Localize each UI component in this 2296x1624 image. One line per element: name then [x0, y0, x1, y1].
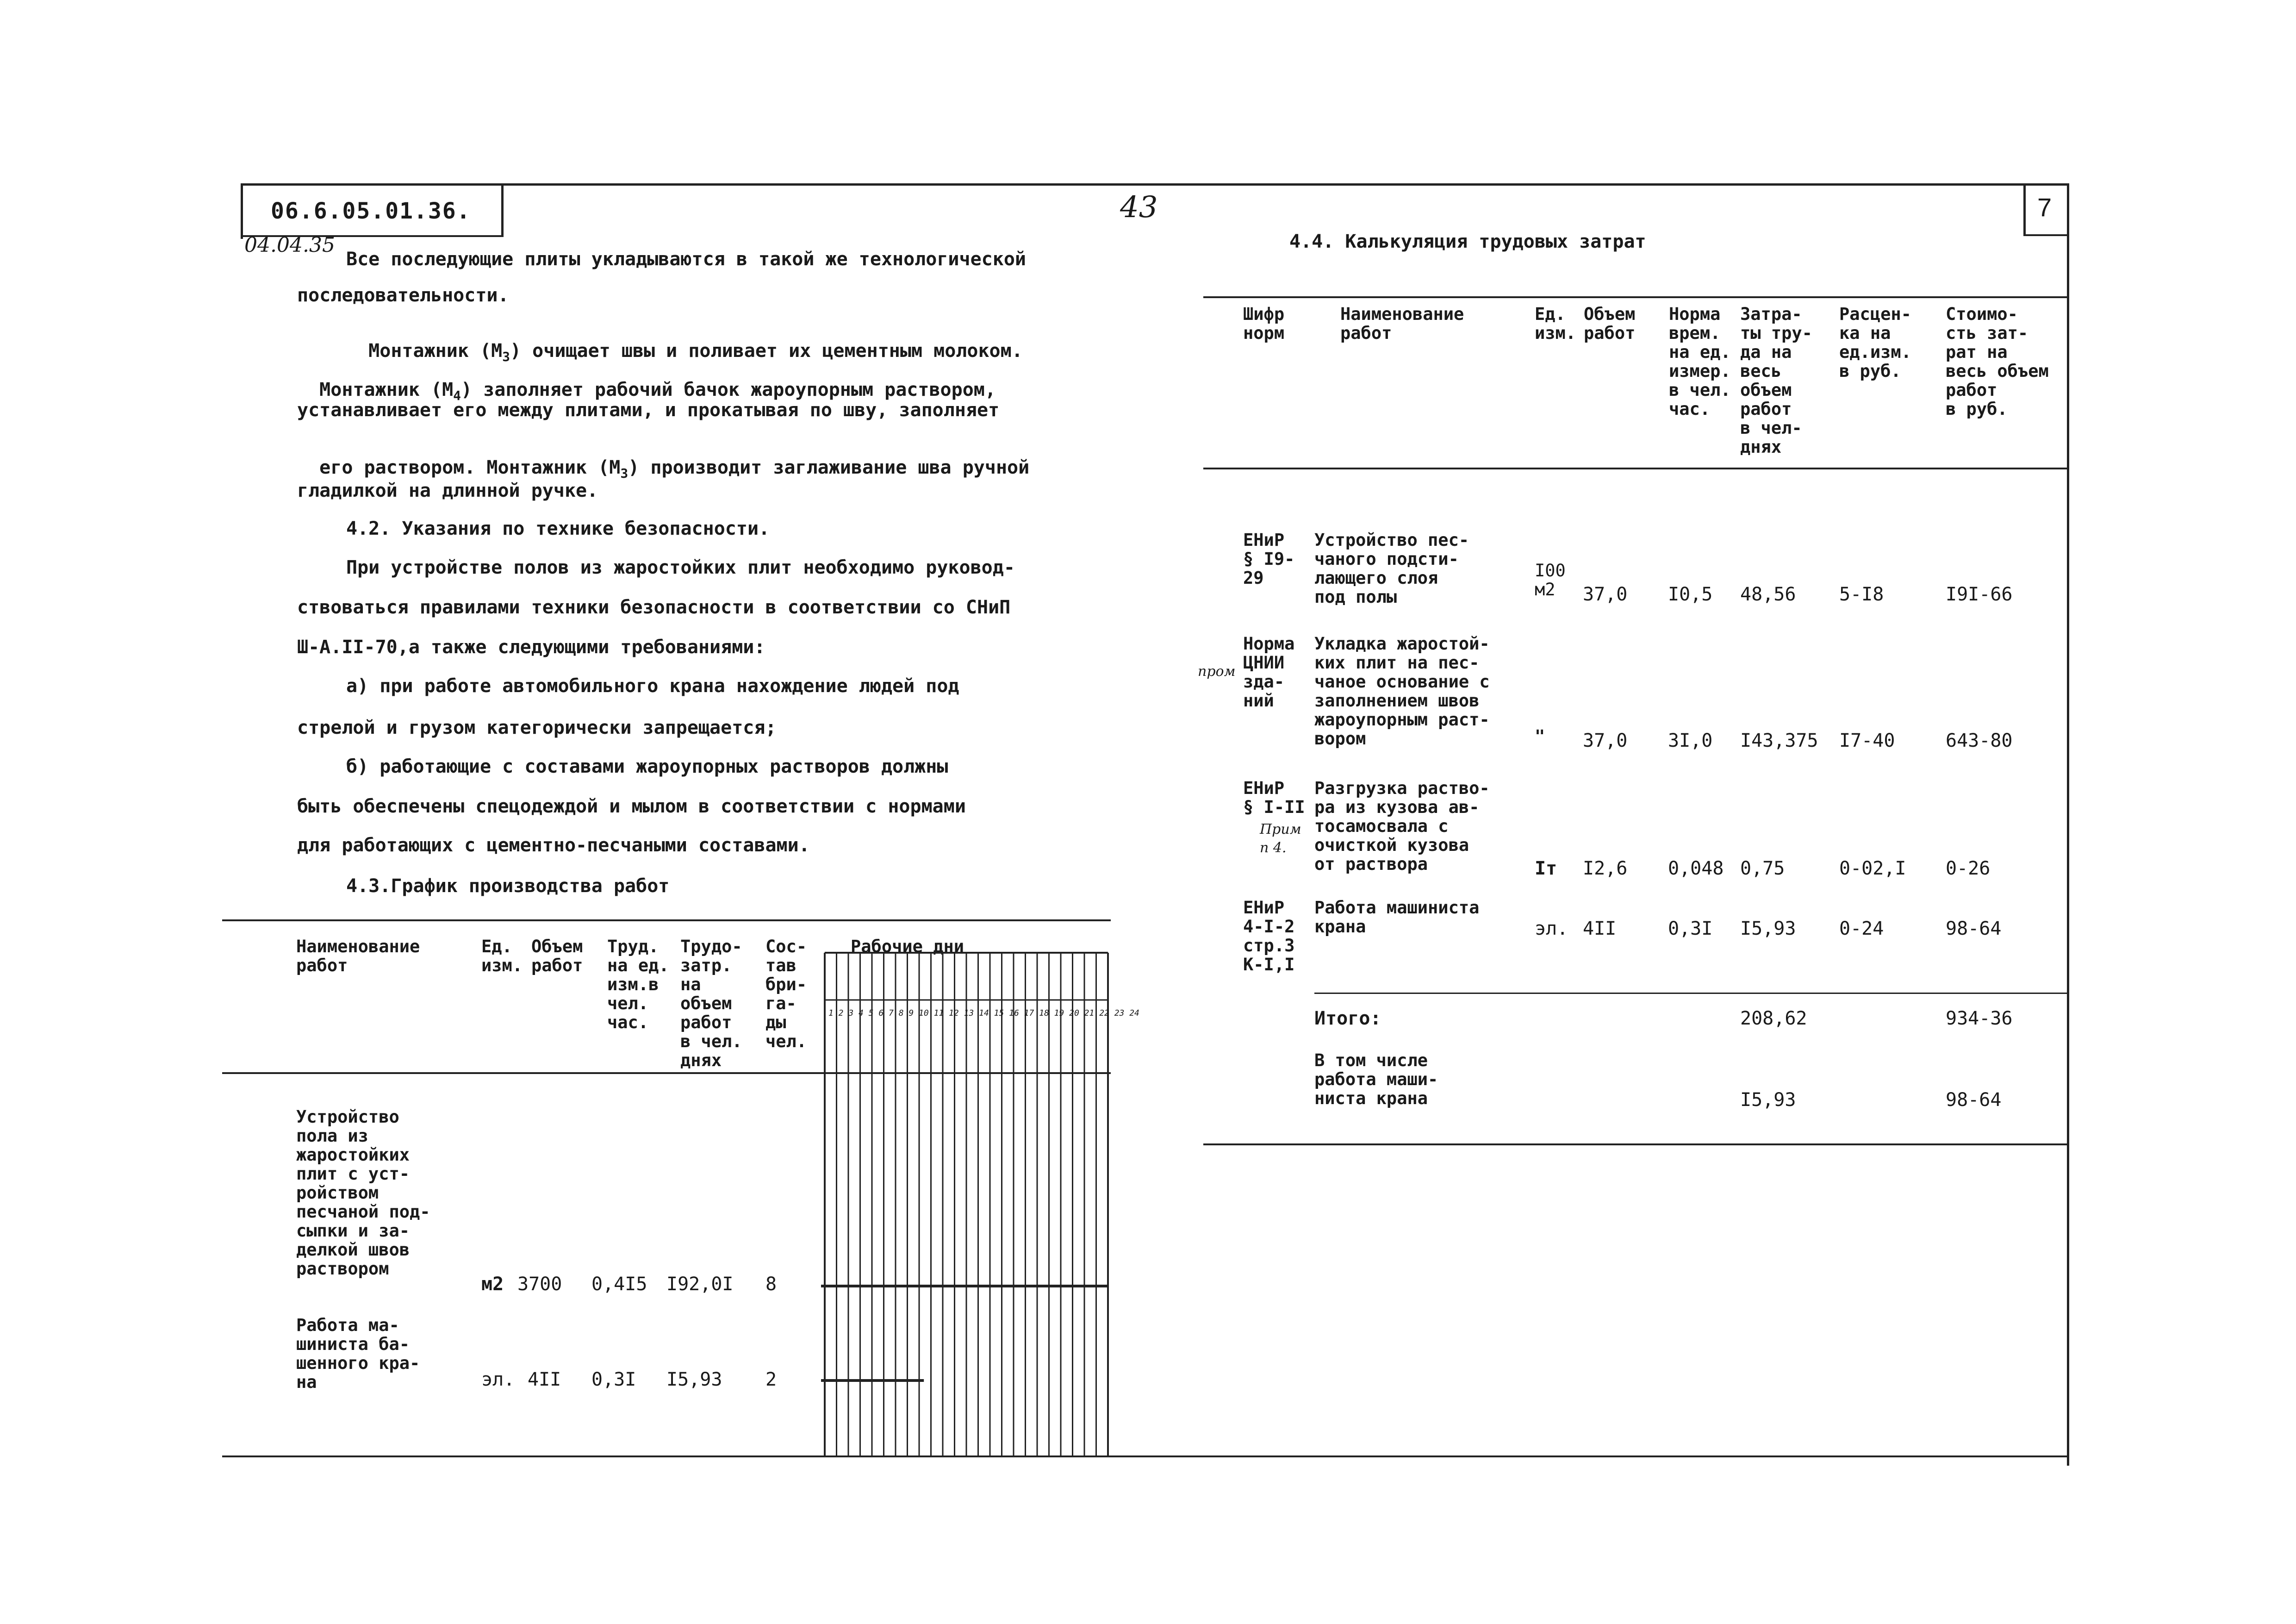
calc-row-code-note: Прим п 4. [1260, 821, 1301, 856]
paragraph-line: Ш-А.II-70,а также следующими требованиями: [297, 637, 765, 658]
section-title-4-4: 4.4. Калькуляция трудовых затрат [1289, 231, 1646, 252]
paragraph-line: последовательности. [297, 285, 509, 306]
calc-row-labor: I5,93 [1740, 918, 1796, 939]
schedule-header-name: Наименование работ [296, 937, 420, 975]
calc-row-unit: I00 м2 [1535, 561, 1566, 600]
calc-row-volume: 37,0 [1583, 730, 1628, 751]
schedule-header-volume: Объем работ [531, 937, 583, 975]
schedule-header-crew: Сос- тав бри- га- ды чел. [765, 937, 807, 1051]
calc-header-bottom-line [1203, 468, 2069, 469]
calc-row-cost: 0-26 [1946, 858, 1991, 879]
calc-incl-label: В том числе работа маши- ниста крана [1314, 1050, 1438, 1108]
calc-top-line [1203, 296, 2069, 298]
sheet-box-left-line [2023, 183, 2026, 235]
paragraph-line: а) при работе автомобильного крана нахождение людей под [346, 675, 959, 697]
calc-row-name: Устройство пес- чаного подсти- лающего слоя под полы [1314, 530, 1469, 607]
calc-row-name: Укладка жаростой- ких плит на пес- чаное основание с заполнением швов жароупорным раст- вором [1314, 634, 1490, 749]
calc-header-unit: Ед. изм. [1535, 304, 1576, 343]
calc-header-name: Наименование работ [1340, 304, 1464, 343]
frame-bottom-line [222, 1455, 2069, 1457]
paragraph-line: ствоваться правилами техники безопасности в соответствии со СНиП [297, 597, 1011, 618]
calc-incl-labor: I5,93 [1740, 1089, 1796, 1111]
code-box-right-line [501, 183, 504, 237]
sheet-box-right-line [2067, 183, 2069, 1466]
calc-row-norm: 0,048 [1668, 858, 1724, 879]
calc-row-rate: 0-24 [1839, 918, 1884, 939]
section-heading-4-3: 4.3.График производства работ [346, 875, 670, 897]
calc-row-code: ЕНиР 4-I-2 стр.3 К-I,I [1243, 898, 1295, 974]
calc-bottom-line [1203, 1143, 2069, 1145]
calc-total-label: Итого: [1314, 1008, 1381, 1029]
calc-header-norm: Норма врем. на ед. измер. в чел. час. [1669, 304, 1731, 419]
frame-left-line [241, 183, 243, 239]
calc-row-code: ЕНиР § I-II [1243, 778, 1305, 817]
calc-row-cost: I9I-66 [1946, 584, 2013, 605]
paragraph-line-mounter-4: Монтажник $(М_4)$ заполняет рабочий бачок жароупорным раствором, [319, 379, 996, 403]
calc-total-labor: 208,62 [1740, 1008, 1807, 1029]
paragraph-line-mounter-3b: его раствором. Монтажник $(М_3)$ производит заглаживание шва ручной [319, 457, 1030, 481]
paragraph-line: При устройстве полов из жаростойких плит необходимо руковод- [346, 557, 1015, 578]
schedule-row-unit: эл. [481, 1369, 515, 1390]
paragraph-line: для работающих с цементно-песчаными составами. [297, 835, 810, 856]
calc-row-name: Работа машиниста крана [1314, 898, 1480, 937]
calc-header-code: Шифр норм [1243, 304, 1285, 343]
calc-row-unit: " [1535, 726, 1545, 746]
calc-header-labor: Затра- ты тру- да на весь объем работ в чел- днях [1740, 304, 1812, 457]
frame-top-line [241, 183, 2069, 186]
schedule-header-bottom-line [222, 1072, 1111, 1074]
section-heading-4-2: 4.2. Указания по технике безопасности. [346, 518, 770, 539]
calc-row-code-note: пром [1198, 663, 1236, 680]
calc-row-volume: 37,0 [1583, 584, 1628, 605]
calc-row-code: Норма ЦНИИ зда- ний [1243, 634, 1295, 711]
schedule-top-line [222, 919, 1111, 921]
calc-row-code: ЕНиР § I9- 29 [1243, 530, 1295, 588]
paragraph-line-mounter-3: Монтажник $(М_3)$ очищает швы и поливает их цементным молоком. [368, 340, 1023, 364]
calc-row-labor: 48,56 [1740, 584, 1796, 605]
sheet-number: 7 [2037, 193, 2052, 222]
paragraph-line: б) работающие с составами жароупорных растворов должны [346, 756, 948, 777]
schedule-header-days: Рабочие дни [851, 937, 964, 956]
schedule-header-labor-unit: Труд. на ед. изм.в чел. час. [607, 937, 669, 1032]
calc-row-volume: I2,6 [1583, 858, 1628, 879]
calc-row-norm: 0,3I [1668, 918, 1713, 939]
calc-header-volume: Объем работ [1584, 304, 1636, 343]
schedule-header-unit: Ед. изм. [481, 937, 523, 975]
calc-incl-cost: 98-64 [1946, 1089, 2002, 1111]
schedule-row-name: Работа ма- шиниста ба- шенного кра- на [296, 1315, 420, 1392]
calc-row-rate: 5-I8 [1839, 584, 1884, 605]
document-code: 06.6.05.01.36. [271, 198, 471, 224]
handwritten-page-number: 43 [1120, 190, 1158, 225]
schedule-row-unit: м2 [481, 1274, 504, 1295]
calc-row-cost: 98-64 [1946, 918, 2002, 939]
schedule-header-labor-total: Трудо- затр. на объем работ в чел. днях [680, 937, 742, 1070]
paragraph-line: гладилкой на длинной ручке. [297, 480, 598, 501]
paragraph-line: Все последующие плиты укладываются в такой же технологической [346, 249, 1027, 270]
gantt-lines [821, 953, 1108, 1455]
calc-row-unit: Iт [1535, 858, 1557, 879]
paragraph-line: устанавливает его между плитами, и прокатывая по шву, заполняет [297, 400, 1000, 421]
calc-total-cost: 934-36 [1946, 1008, 2013, 1029]
schedule-row-name: Устройство пола из жаростойких плит с уст- ройством песчаной под- сыпки и за- делкой швов раствором [296, 1107, 430, 1279]
calc-row-rate: I7-40 [1839, 730, 1895, 751]
schedule-row-labor-unit: 0,3I [591, 1369, 636, 1390]
schedule-row-crew: 2 [765, 1369, 777, 1390]
calc-row-norm: 3I,0 [1668, 730, 1713, 751]
calc-header-cost: Стоимо- сть зат- рат на весь объем работ в руб. [1946, 304, 2049, 419]
schedule-row-labor-unit: 0,4I5 [591, 1274, 647, 1295]
calc-row-rate: 0-02,I [1839, 858, 1906, 879]
schedule-row-crew: 8 [765, 1274, 777, 1295]
sheet-box-bottom-line [2023, 234, 2069, 236]
paragraph-line: стрелой и грузом категорически запрещается; [297, 717, 777, 738]
gantt-day-numbers: 1 2 3 4 5 6 7 8 9 10 11 12 13 14 15 16 17 18 19 20 21 22 23 24 [828, 1008, 1139, 1018]
calc-row-labor: I43,375 [1740, 730, 1818, 751]
handwritten-date: 04.04.35 [244, 233, 335, 257]
calc-row-unit: эл. [1535, 918, 1568, 939]
schedule-row-labor-total: I5,93 [666, 1369, 722, 1390]
calc-header-rate: Расцен- ка на ед.изм. в руб. [1839, 304, 1911, 381]
calc-total-line [1314, 993, 2069, 994]
calc-row-name: Разгрузка раство- ра из кузова ав- тосамосвала с очисткой кузова от раствора [1314, 778, 1490, 874]
calc-row-cost: 643-80 [1946, 730, 2013, 751]
calc-row-norm: I0,5 [1668, 584, 1713, 605]
schedule-row-labor-total: I92,0I [666, 1274, 734, 1295]
schedule-row-volume: 4II [528, 1369, 561, 1390]
paragraph-line: быть обеспечены спецодеждой и мылом в соответствии с нормами [297, 796, 966, 817]
calc-row-labor: 0,75 [1740, 858, 1785, 879]
calc-row-volume: 4II [1583, 918, 1617, 939]
schedule-row-volume: 3700 [517, 1274, 562, 1295]
